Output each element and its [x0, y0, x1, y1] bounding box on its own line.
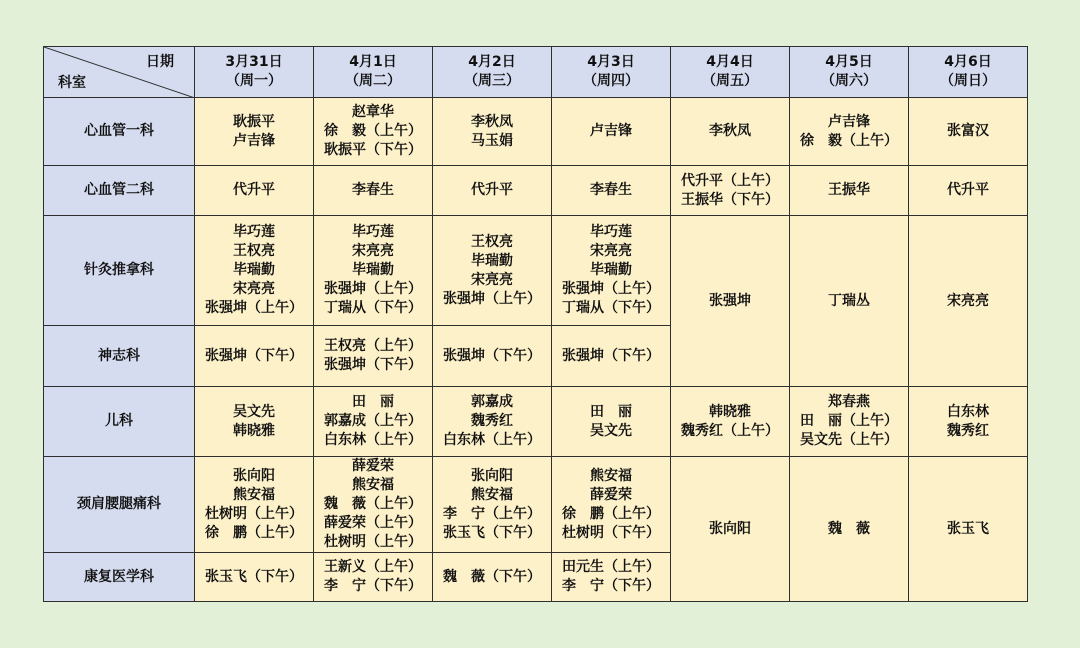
duty-entry: 丁瑞从（下午） — [562, 300, 660, 316]
duty-entry: 毕巧莲 — [352, 224, 394, 240]
duty-entry: 张强坤（下午） — [205, 347, 303, 364]
duty-entry: 张玉飞（下午） — [205, 568, 303, 585]
row-pediatrics — [44, 387, 1028, 457]
duty-entry: 代升平 — [233, 182, 275, 198]
duty-entry: 魏 薇（下午） — [443, 568, 541, 585]
day-weekday: （周一） — [226, 73, 282, 89]
duty-entry: 魏秀红 — [947, 422, 989, 439]
duty-entry: 李 宁（上午） — [443, 505, 541, 522]
schedule-cell — [790, 166, 909, 216]
schedule-cell — [552, 457, 671, 553]
row-acupuncture — [44, 216, 1028, 326]
duty-entry: 吴文先 — [233, 403, 275, 420]
schedule-cell — [195, 166, 314, 216]
duty-entry: 白东林 — [947, 403, 989, 420]
duty-entry: 毕瑞勤 — [352, 262, 394, 278]
schedule-cell — [790, 216, 909, 387]
schedule-cell — [671, 387, 790, 457]
day-header — [195, 47, 314, 98]
schedule-cell — [790, 98, 909, 166]
department-axis-label: 科室 — [58, 75, 86, 91]
schedule-cell — [433, 166, 552, 216]
day-header — [671, 47, 790, 98]
schedule-cell — [195, 98, 314, 166]
duty-entry: 杜树明（上午） — [205, 505, 303, 522]
duty-entry: 王权亮 — [233, 243, 275, 259]
duty-entry: 代升平（上午） — [681, 172, 779, 189]
duty-entry: 魏 薇（上午） — [324, 496, 422, 512]
duty-entry: 田 丽 — [352, 394, 394, 410]
duty-entry: 毕瑞勤 — [233, 262, 275, 278]
header-row — [44, 47, 1028, 98]
duty-entry: 卢吉锋 — [590, 123, 632, 139]
duty-entry: 毕巧莲 — [590, 224, 632, 240]
duty-entry: 王权亮（上午） — [324, 338, 422, 354]
day-weekday: （周三） — [464, 73, 520, 89]
schedule-cell — [195, 216, 314, 326]
duty-entry: 张强坤（下午） — [562, 347, 660, 364]
schedule-cell — [433, 98, 552, 166]
duty-entry: 田 丽（上午） — [800, 413, 898, 429]
schedule-cell — [314, 387, 433, 457]
day-weekday: （周六） — [821, 73, 877, 89]
duty-entry: 王振华（下午） — [681, 191, 779, 208]
department-name: 心血管一科 — [44, 98, 195, 166]
day-date: 4月4日 — [706, 54, 754, 70]
duty-entry: 熊安福 — [233, 486, 275, 503]
schedule-cell — [314, 553, 433, 602]
duty-entry: 田元生（上午） — [562, 559, 660, 575]
duty-entry: 杜树明（下午） — [562, 524, 660, 541]
row-cardio2 — [44, 166, 1028, 216]
schedule-cell — [790, 457, 909, 602]
duty-entry: 魏秀红（上午） — [681, 422, 779, 439]
department-name: 儿科 — [44, 387, 195, 457]
duty-entry: 郑春燕 — [828, 394, 870, 410]
day-date: 4月1日 — [349, 54, 397, 70]
day-date: 3月31日 — [225, 54, 283, 70]
schedule-cell — [314, 326, 433, 387]
day-weekday: （周二） — [345, 73, 401, 89]
duty-entry: 卢吉锋 — [233, 132, 275, 149]
duty-entry: 张强坤（上午） — [562, 281, 660, 297]
duty-schedule-table — [43, 46, 1028, 602]
duty-entry: 王权亮 — [471, 233, 513, 250]
day-header — [790, 47, 909, 98]
duty-entry: 毕巧莲 — [233, 224, 275, 240]
duty-entry: 李春生 — [352, 182, 394, 198]
duty-entry: 代升平 — [471, 182, 513, 198]
schedule-cell — [195, 326, 314, 387]
duty-entry: 张强坤（下午） — [324, 357, 422, 373]
schedule-cell — [433, 387, 552, 457]
duty-entry: 耿振平（下午） — [324, 142, 422, 158]
schedule-cell — [314, 98, 433, 166]
duty-entry: 徐 毅（上午） — [800, 132, 898, 149]
duty-entry: 熊安福 — [471, 486, 513, 503]
duty-entry: 杜树明（上午） — [324, 534, 422, 550]
day-header — [433, 47, 552, 98]
duty-entry: 宋亮亮 — [947, 292, 989, 309]
day-date: 4月2日 — [468, 54, 516, 70]
day-date: 4月5日 — [825, 54, 873, 70]
department-name: 康复医学科 — [44, 553, 195, 602]
schedule-cell — [552, 216, 671, 326]
schedule-cell — [671, 166, 790, 216]
schedule-cell — [314, 457, 433, 553]
duty-entry: 丁瑞丛 — [828, 292, 870, 309]
duty-entry: 韩晓雅 — [709, 403, 751, 420]
schedule-cell — [671, 457, 790, 602]
schedule-cell — [433, 553, 552, 602]
schedule-cell — [909, 457, 1028, 602]
schedule-cell — [671, 98, 790, 166]
duty-entry: 代升平 — [947, 182, 989, 198]
corner-header-cell — [44, 47, 195, 98]
date-axis-label: 日期 — [146, 54, 174, 70]
schedule-cell — [909, 216, 1028, 387]
duty-entry: 薛爱荣 — [590, 486, 632, 503]
duty-entry: 郭嘉成（上午） — [324, 413, 422, 429]
day-header — [909, 47, 1028, 98]
duty-entry: 赵章华 — [352, 104, 394, 120]
schedule-cell — [909, 166, 1028, 216]
duty-entry: 李秋凤 — [471, 113, 513, 130]
duty-entry: 徐 毅（上午） — [324, 123, 422, 139]
duty-entry: 毕瑞勤 — [471, 252, 513, 269]
duty-entry: 李春生 — [590, 182, 632, 198]
duty-entry: 熊安福 — [352, 477, 394, 493]
duty-entry: 丁瑞从（下午） — [324, 300, 422, 316]
row-cardio1 — [44, 98, 1028, 166]
duty-entry: 田 丽 — [590, 403, 632, 420]
duty-entry: 李 宁（下午） — [324, 578, 422, 594]
duty-entry: 张强坤（下午） — [443, 347, 541, 364]
duty-entry: 张强坤（上午） — [443, 290, 541, 307]
schedule-cell — [314, 216, 433, 326]
duty-entry: 张富汉 — [947, 123, 989, 139]
department-name: 神志科 — [44, 326, 195, 387]
schedule-cell — [552, 326, 671, 387]
duty-entry: 吴文先（上午） — [800, 432, 898, 448]
duty-entry: 张向阳 — [233, 467, 275, 484]
department-name: 针灸推拿科 — [44, 216, 195, 326]
schedule-cell — [433, 457, 552, 553]
schedule-cell — [433, 326, 552, 387]
duty-entry: 王振华 — [828, 182, 870, 198]
schedule-cell — [195, 553, 314, 602]
schedule-cell — [671, 216, 790, 387]
schedule-cell — [552, 387, 671, 457]
duty-entry: 徐 鹏（上午） — [205, 524, 303, 541]
duty-entry: 张玉飞 — [947, 520, 989, 537]
duty-entry: 白东林（上午） — [324, 432, 422, 448]
row-pain — [44, 457, 1028, 553]
department-name: 颈肩腰腿痛科 — [44, 457, 195, 553]
schedule-cell — [433, 216, 552, 326]
day-date: 4月3日 — [587, 54, 635, 70]
duty-entry: 宋亮亮 — [471, 271, 513, 288]
duty-entry: 张强坤 — [709, 292, 751, 309]
duty-entry: 李 宁（下午） — [562, 578, 660, 594]
duty-entry: 魏 薇 — [828, 520, 870, 537]
duty-entry: 魏秀红 — [471, 413, 513, 429]
duty-entry: 耿振平 — [233, 113, 275, 130]
duty-entry: 马玉娟 — [471, 132, 513, 149]
duty-entry: 李秋凤 — [709, 123, 751, 139]
day-header — [552, 47, 671, 98]
day-weekday: （周四） — [583, 73, 639, 89]
day-weekday: （周日） — [940, 73, 996, 89]
schedule-cell — [909, 98, 1028, 166]
duty-entry: 张向阳 — [709, 520, 751, 537]
schedule-cell — [552, 98, 671, 166]
duty-entry: 卢吉锋 — [828, 113, 870, 130]
duty-entry: 宋亮亮 — [352, 243, 394, 259]
duty-entry: 张强坤（上午） — [324, 281, 422, 297]
duty-entry: 郭嘉成 — [471, 394, 513, 410]
duty-entry: 韩晓雅 — [233, 422, 275, 439]
duty-entry: 熊安福 — [590, 467, 632, 484]
duty-entry: 徐 鹏（上午） — [562, 505, 660, 522]
duty-entry: 薛爱荣 — [352, 458, 394, 474]
schedule-cell — [195, 387, 314, 457]
schedule-cell — [314, 166, 433, 216]
duty-entry: 张玉飞（下午） — [443, 524, 541, 541]
day-header — [314, 47, 433, 98]
day-date: 4月6日 — [944, 54, 992, 70]
duty-entry: 宋亮亮 — [590, 243, 632, 259]
duty-entry: 薛爱荣（上午） — [324, 515, 422, 531]
duty-entry: 吴文先 — [590, 422, 632, 439]
schedule-cell — [195, 457, 314, 553]
department-name: 心血管二科 — [44, 166, 195, 216]
duty-entry: 张向阳 — [471, 467, 513, 484]
duty-entry: 宋亮亮 — [233, 281, 275, 297]
duty-entry: 毕瑞勤 — [590, 262, 632, 278]
duty-entry: 白东林（上午） — [443, 432, 541, 448]
schedule-cell — [790, 387, 909, 457]
duty-entry: 张强坤（上午） — [205, 300, 303, 316]
schedule-cell — [552, 553, 671, 602]
day-weekday: （周五） — [702, 73, 758, 89]
duty-entry: 王新义（上午） — [324, 559, 422, 575]
schedule-cell — [552, 166, 671, 216]
schedule-cell — [909, 387, 1028, 457]
